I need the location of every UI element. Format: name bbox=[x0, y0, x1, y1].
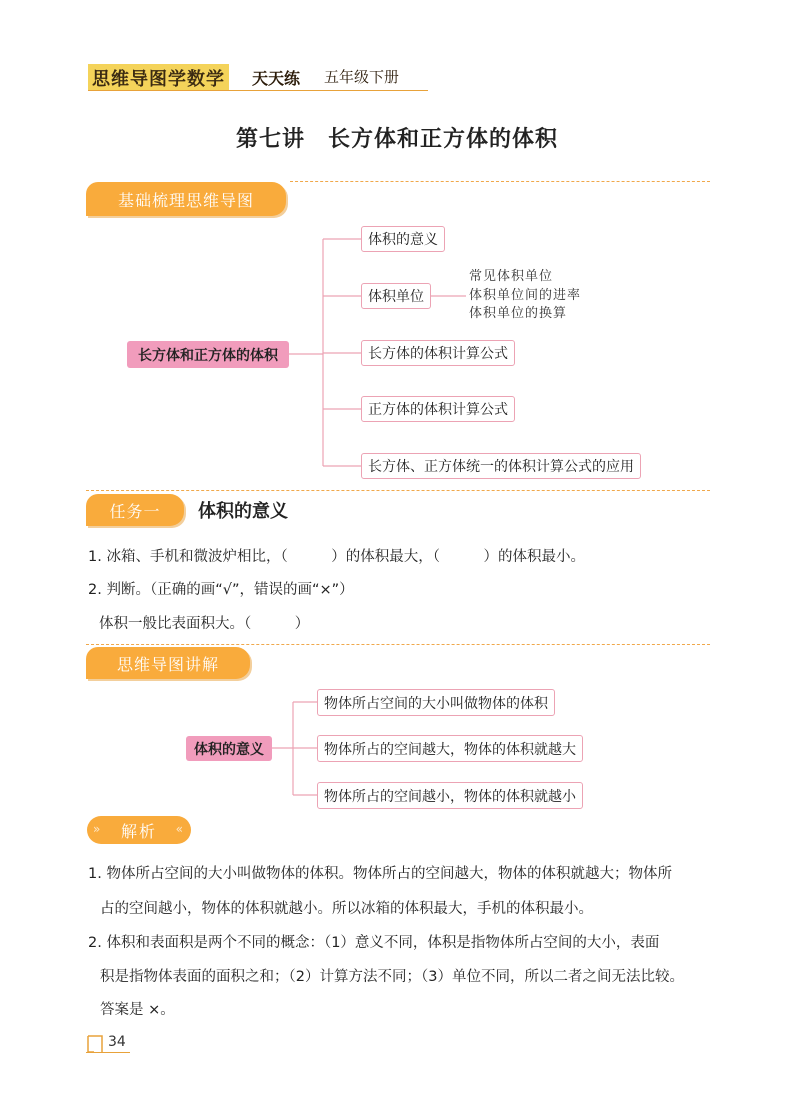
explain-root: 体积的意义 bbox=[186, 736, 272, 761]
question-2: 2. 判断。（正确的画“√”，错误的画“×”） bbox=[88, 582, 354, 598]
task-title: 体积的意义 bbox=[198, 501, 288, 522]
section-tab-mindmap: 基础梳理思维导图 bbox=[86, 182, 286, 216]
explain-branch-definition: 物体所占空间的大小叫做物体的体积 bbox=[317, 689, 555, 716]
explain-branch-larger: 物体所占的空间越大，物体的体积就越大 bbox=[317, 735, 583, 762]
double-chevron-right-icon: » bbox=[93, 822, 103, 836]
branch-unified-formula: 长方体、正方体统一的体积计算公式的应用 bbox=[361, 453, 641, 479]
branch-volume-meaning: 体积的意义 bbox=[361, 226, 445, 252]
task-tab: 任务一 bbox=[86, 494, 184, 526]
double-chevron-left-icon: « bbox=[175, 822, 185, 836]
page-corner-icon bbox=[86, 1032, 108, 1054]
analysis-badge bbox=[87, 816, 191, 844]
question-2-item: 体积一般比表面积大。（ ） bbox=[99, 616, 310, 632]
question-1: 1. 冰箱、手机和微波炉相比，（ ）的体积最大，（ ）的体积最小。 bbox=[88, 549, 585, 565]
lecture-title: 第七讲 长方体和正方体的体积 bbox=[235, 127, 558, 152]
section-tab-explain: 思维导图讲解 bbox=[86, 647, 250, 679]
branch-volume-unit: 体积单位 bbox=[361, 283, 431, 309]
analysis-badge-label: 解析 bbox=[120, 821, 157, 841]
explain-branch-smaller: 物体所占的空间越小，物体的体积就越小 bbox=[317, 782, 583, 809]
section-divider bbox=[86, 644, 710, 645]
unit-sub-common: 常见体积单位 bbox=[469, 269, 554, 284]
analysis-2-line-3: 答案是 ×。 bbox=[100, 1002, 175, 1018]
analysis-2-line-2: 积是指物体表面的面积之和；（2）计算方法不同；（3）单位不同，所以二者之间无法比较。 bbox=[100, 969, 684, 985]
unit-sub-rate: 体积单位间的进率 bbox=[469, 288, 582, 303]
analysis-1-line-2: 占的空间越小，物体的体积就越小。所以冰箱的体积最大，手机的体积最小。 bbox=[100, 901, 593, 917]
branch-cube-formula: 正方体的体积计算公式 bbox=[361, 396, 515, 422]
unit-sub-conversion: 体积单位的换算 bbox=[469, 306, 568, 321]
branch-cuboid-formula: 长方体的体积计算公式 bbox=[361, 340, 515, 366]
analysis-1-line-1: 1. 物体所占空间的大小叫做物体的体积。物体所占的空间越大，物体的体积就越大；物体所 bbox=[88, 866, 672, 882]
page-number-underline bbox=[86, 1052, 130, 1053]
series-name: 天天练 bbox=[252, 69, 301, 88]
book-title: 思维导图学数学 bbox=[88, 64, 229, 90]
grade-label: 五年级下册 bbox=[324, 68, 400, 86]
analysis-2-line-1: 2. 体积和表面积是两个不同的概念：（1）意义不同，体积是指物体所占空间的大小，表面 bbox=[88, 935, 660, 951]
mindmap-root: 长方体和正方体的体积 bbox=[127, 341, 289, 368]
section-divider bbox=[290, 181, 710, 182]
section-divider bbox=[86, 490, 710, 491]
page-number: 34 bbox=[108, 1034, 126, 1050]
